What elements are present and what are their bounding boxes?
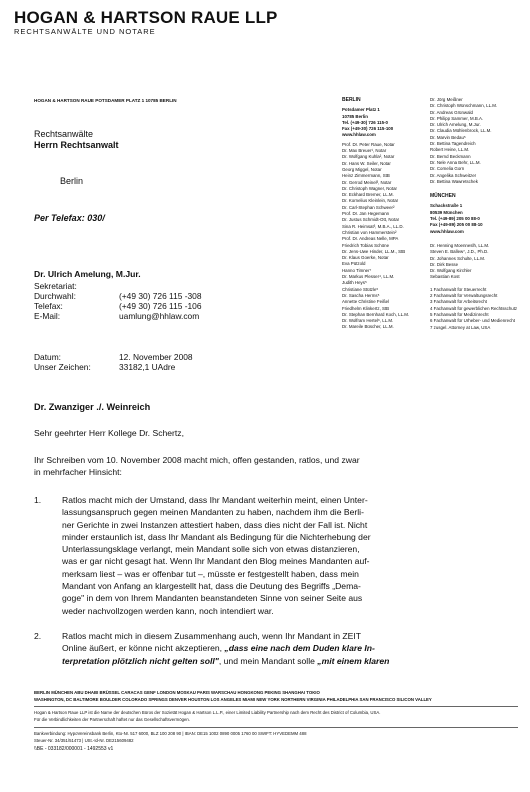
- footer-bank: Bankverbindung: HypoVereinsbank Berlin, Kto-Nr. 517 6000, BLZ 100 208 90 | IBAN: DE15 1002 0890 0005 1760 00 SWIFT: HYVEDEMM 488: [34, 731, 307, 736]
- item-line: [62, 642, 498, 654]
- contact-row: [34, 281, 202, 291]
- meta-row: [34, 362, 193, 372]
- partner-name: Dr. Marvin Bedau⁵: [430, 134, 466, 140]
- contact-label: Telefax:: [34, 301, 63, 311]
- berlin-heading: BERLIN: [342, 97, 361, 103]
- partner-name: Hanno Timner⁷: [342, 267, 372, 273]
- footer-offices-2: WASHINGTON, DC BALTIMORE BOULDER COLORADO SPRINGS DENVER HOUSTON LOS ANGELES MIAMI NEW YORK NORTHERN VIRGINIA PHILADELPHIA SAN FRANCISCO SILICON VALLEY: [34, 697, 432, 702]
- address-line: Fax (+49-30) 726 115-100: [342, 126, 394, 132]
- partner-name: Dr. Philipp Sammer, M.B.A.: [430, 115, 484, 121]
- footnote: 3 Fachanwalt für Arbeitsrecht: [430, 299, 487, 305]
- footnote: 4 Fachanwalt für gewerblichen Rechtsschutz: [430, 305, 518, 311]
- partner-name: Dr. Bettina Tagendreich: [430, 141, 476, 147]
- munich-address: [430, 203, 517, 234]
- numbered-item-1: [34, 494, 504, 624]
- partner-name: Judith Heys⁵: [342, 280, 367, 286]
- berlin-office-column: [342, 97, 409, 331]
- right-office-column: [430, 97, 517, 331]
- email-link[interactable]: uamlung@hhlaw.com: [119, 311, 200, 321]
- partner-name: Dr. Hans W. Seiler, Notar: [342, 160, 391, 166]
- berlin-partner-list: [342, 142, 409, 331]
- item-line: ner Gerichte in zwei Instanzen attestiert haben, dass dies nicht der Fall ist. Nicht: [62, 519, 368, 530]
- partner-name: Dr. Cornelia Gorn: [430, 166, 465, 172]
- address-line: Tel. (+49-89) 205 00 88-0: [430, 216, 480, 222]
- partner-name: Dr. Carl-Stephan Schweer²: [342, 204, 395, 210]
- meta-value: 12. November 2008: [119, 352, 193, 362]
- partner-name: Prof. Dr. Jan Hegemann: [342, 211, 390, 217]
- footer-tax: Steuer-Nr. 34/351/51473 | USt.-Id-Nr. DE215609482: [34, 738, 134, 743]
- footer-legal-2: Für die Verbindlichkeiten der Partnerschaft haftet nur das Gesellschaftsvermögen.: [34, 717, 190, 722]
- contact-label: E-Mail:: [34, 311, 61, 321]
- address-line: Schackstraße 1: [430, 203, 463, 209]
- footnote: 7 zusgel. Attorney at Law, USA: [430, 324, 491, 330]
- partner-name: Sebastian Kost: [430, 274, 460, 280]
- document-reference: \\BE - 033182/000001 - 1492553 v1: [34, 746, 114, 752]
- recipient-line2: Herrn Rechtsanwalt: [34, 140, 119, 150]
- partner-name: Eva Pützold: [342, 261, 366, 267]
- meta-row: [34, 352, 193, 362]
- contact-row: [34, 291, 202, 301]
- munich-partner-list: [430, 243, 517, 281]
- address-line: www.hhlaw.com: [342, 132, 376, 138]
- footnote: 6 Fachanwalt für Urheber- und Medienrecht: [430, 318, 515, 324]
- partner-name: Dr. Mareile Büscher, LL.M.: [342, 324, 394, 330]
- partner-name: Dr. Stephan Bernhard Koch, LL.M.: [342, 311, 410, 317]
- item-line: merksam liest – was er offenbar tut –, müsste er festgestellt haben, dass mein: [62, 568, 359, 579]
- firm-name: HOGAN & HARTSON RAUE LLP: [14, 8, 278, 27]
- letter-subject: Dr. Zwanziger ./. Weinreich: [34, 402, 151, 412]
- contact-label: Durchwahl:: [34, 291, 76, 301]
- partner-name: Heinz Zimmermann, StB: [342, 173, 390, 179]
- partner-name: Dr. Angelika Schweitzer: [430, 172, 477, 178]
- address-line: 80539 München: [430, 209, 463, 215]
- item-line: goge" in dem von Ihrem Mandanten beanstandeten Sinne von seiner Seite aus: [62, 593, 363, 604]
- firm-subtitle: RECHTSANWÄLTE UND NOTARE: [14, 27, 156, 36]
- partner-name: Dr. Markus Plesser⁴, LL.M.: [342, 274, 395, 280]
- letter-meta: [34, 352, 193, 372]
- partner-name: Dr. Dirk Besse: [430, 261, 459, 267]
- footnote: 5 Fachanwalt für Medizinrecht: [430, 311, 489, 317]
- partner-name: Robert Heine, LL.M.: [430, 147, 470, 153]
- partner-name: Dr. Bettina Wawretschek: [430, 178, 478, 184]
- return-address: HOGAN & HARTSON RAUE POTSDAMER PLATZ 1 10785 BERLIN: [34, 98, 177, 103]
- footnote: 1 Fachanwalt für Steuerrecht: [430, 286, 487, 292]
- item-number: 1.: [34, 495, 42, 505]
- salutation: Sehr geehrter Herr Kollege Dr. Schertz,: [34, 428, 184, 438]
- partner-name: Prof. Dr. Andreas Nelle, MPA: [342, 236, 399, 242]
- intro-line: Ihr Schreiben vom 10. November 2008 macht mich, offen gestanden, ratlos, und zwar: [34, 455, 360, 465]
- item-text: [62, 494, 498, 617]
- contact-row: [34, 301, 202, 311]
- partner-name: Dr. Claudia Mühlenbrock, LL.M.: [430, 128, 492, 134]
- partner-name: Dr. Wolfgang Kuhla², Notar: [342, 154, 395, 160]
- partner-name: Dr. Justus Schmidt-Ott, Notar: [342, 217, 400, 223]
- item-line: [62, 655, 498, 667]
- partner-name: Prof. Dr. Peter Raue, Notar: [342, 141, 395, 147]
- footnote-list: [430, 287, 517, 331]
- item-text-part: Online äußert, er könne nicht akzeptieren,: [62, 643, 225, 654]
- recipient-line1: Rechtsanwälte: [34, 129, 94, 139]
- berlin-address: [342, 107, 409, 138]
- fax-line: Per Telefax: 030/: [34, 213, 105, 223]
- item-line: weder nachvollzogen werden kann, noch intendiert war.: [62, 605, 274, 616]
- partner-name: Dr. Gerrod Meinel³, Notar: [342, 179, 392, 185]
- item-number: 2.: [34, 631, 42, 641]
- partner-name: Dr. Jörg Meißner: [430, 97, 463, 102]
- item-line: lassungsanspruch gegen meinen Mandanten zu haben, nachdem ihm die Berli-: [62, 507, 364, 518]
- item-line: Ratlos macht mich der Umstand, dass Ihr Mandant weiterhin meint, einen Unter-: [62, 495, 368, 505]
- partner-name: Dr. Jens-Uwe Hinder, LL.M., StB: [342, 248, 406, 254]
- partner-name: Dr. Bernd Beckmann: [430, 153, 471, 159]
- meta-label: Datum:: [34, 352, 61, 362]
- contact-value: (+49 30) 726 115 -106: [119, 301, 202, 311]
- address-line: Tel. (+49-30) 726 115-0: [342, 119, 388, 125]
- partner-name: Christiane Stützle⁵: [342, 286, 379, 292]
- partner-name: Dr. Ulrich Amelung, M.Jur.: [430, 122, 481, 128]
- partner-name: Dr. Klaus Goerke, Notar: [342, 255, 389, 261]
- partner-name: Dr. Andreas Grünwald: [430, 109, 473, 115]
- address-line: www.hhlaw.com: [430, 228, 464, 234]
- partner-name: Dr. Wolfgang Kirchler: [430, 268, 472, 274]
- sender-name: Dr. Ulrich Amelung, M.Jur.: [34, 269, 141, 279]
- sender-contact: [34, 281, 202, 321]
- partner-name: Annette Christine Feißel: [342, 299, 390, 305]
- partner-name: Steven E. Ballew⁷, J.D., Ph.D.: [430, 249, 489, 255]
- partner-name: Christian von Hammerstein²: [342, 229, 397, 235]
- meta-value: 33182,1 UAdre: [119, 362, 176, 372]
- partner-name: Dr. Wolfram Hertel⁶, LL.M.: [342, 318, 394, 324]
- address-line: Fax (+49-89) 205 00 88-10: [430, 222, 483, 228]
- intro-line: in mehrfacher Hinsicht:: [34, 467, 122, 477]
- partner-name: Friedrich Tobias Schöne: [342, 242, 390, 248]
- item-quote: terpretation plötzlich nicht gelten soll": [62, 655, 219, 666]
- numbered-item-2: [34, 630, 504, 670]
- partner-name: Dr. Eckhard Bremer, LL.M.: [342, 192, 394, 198]
- footer-divider: [34, 706, 518, 707]
- partner-name: Dr. Kornelius Kleinlein, Notar: [342, 198, 399, 204]
- item-line: Mandant von Anfang an klargestellt hat, dass die Deutung des Begriffs „Dema-: [62, 581, 361, 592]
- contact-label: Sekretariat:: [34, 281, 77, 291]
- item-line: was er gar nicht gesagt hat. Wenn Ihr Mandant den Blog meines Mandanten auf-: [62, 556, 370, 567]
- footer-legal-1: Hogan & Hartson Raue LLP ist die Name der deutschen Büros der Sozietät Hogan & Hartson L.L.P., einer Limited Liability Partnership nach dem Recht des District of Columbia, USA.: [34, 710, 381, 715]
- item-line: minder erstaunlich ist, dass Ihr Mandant als Bedingung für die Nichterhebung der: [62, 531, 371, 542]
- contact-row: [34, 311, 202, 321]
- partner-name: Sina R. Heimsat³, M.B.A., LL.D.: [342, 223, 404, 229]
- partner-name: Dr. Max Breuer¹, Notar: [342, 148, 387, 154]
- partner-name: Dr. Johannes Schulte, LL.M.: [430, 255, 486, 261]
- partner-name: Dr. Christoph Wagner, Notar: [342, 185, 397, 191]
- partner-name: Friedhelm Klinkertz, StB: [342, 305, 390, 311]
- partner-name: Dr. Nele Anna Behr, LL.M.: [430, 159, 481, 165]
- recipient-block: [34, 129, 119, 151]
- partner-name: Georg Miggel, Notar: [342, 166, 382, 172]
- address-line: Potsdamer Platz 1: [342, 107, 380, 113]
- partner-name: Dr. Henning Moenneslh, LL.M.: [430, 242, 490, 248]
- munich-heading: MÜNCHEN: [430, 193, 456, 200]
- item-text: [62, 630, 498, 667]
- item-quote: „mit einem klaren: [317, 655, 390, 666]
- partner-name: Dr. Christoph Wünschmann, LL.M.: [430, 103, 498, 109]
- footer-divider: [34, 727, 518, 728]
- meta-label: Unser Zeichen:: [34, 362, 91, 372]
- address-line: 10785 Berlin: [342, 113, 368, 119]
- recipient-city: Berlin: [60, 176, 84, 186]
- item-line: Ratlos macht mich in diesem Zusammenhang auch, wenn Ihr Mandant in ZEIT: [62, 631, 362, 641]
- footnote: 2 Fachanwalt für Verwaltungsrecht: [430, 293, 498, 299]
- item-quote: „dass eine nach dem Duden klare In-: [224, 643, 375, 654]
- right-partner-list: [430, 97, 517, 185]
- contact-value: (+49 30) 726 115 -308: [119, 291, 202, 301]
- partner-name: Dr. Sascha Herms⁵: [342, 292, 380, 298]
- item-line: Unterlassungsklage verlangt, mein Mandant solle sich von etwas distanzieren,: [62, 544, 360, 555]
- intro-paragraph: [34, 454, 494, 478]
- item-text-part: , und mein Mandant solle: [218, 655, 318, 666]
- footer-offices-1: BERLIN MÜNCHEN ABU DHABI BRÜSSEL CARACAS GENF LONDON MOSKAU PARIS WARSCHAU HONGKONG PEKING SHANGHAI TOKIO: [34, 690, 320, 695]
